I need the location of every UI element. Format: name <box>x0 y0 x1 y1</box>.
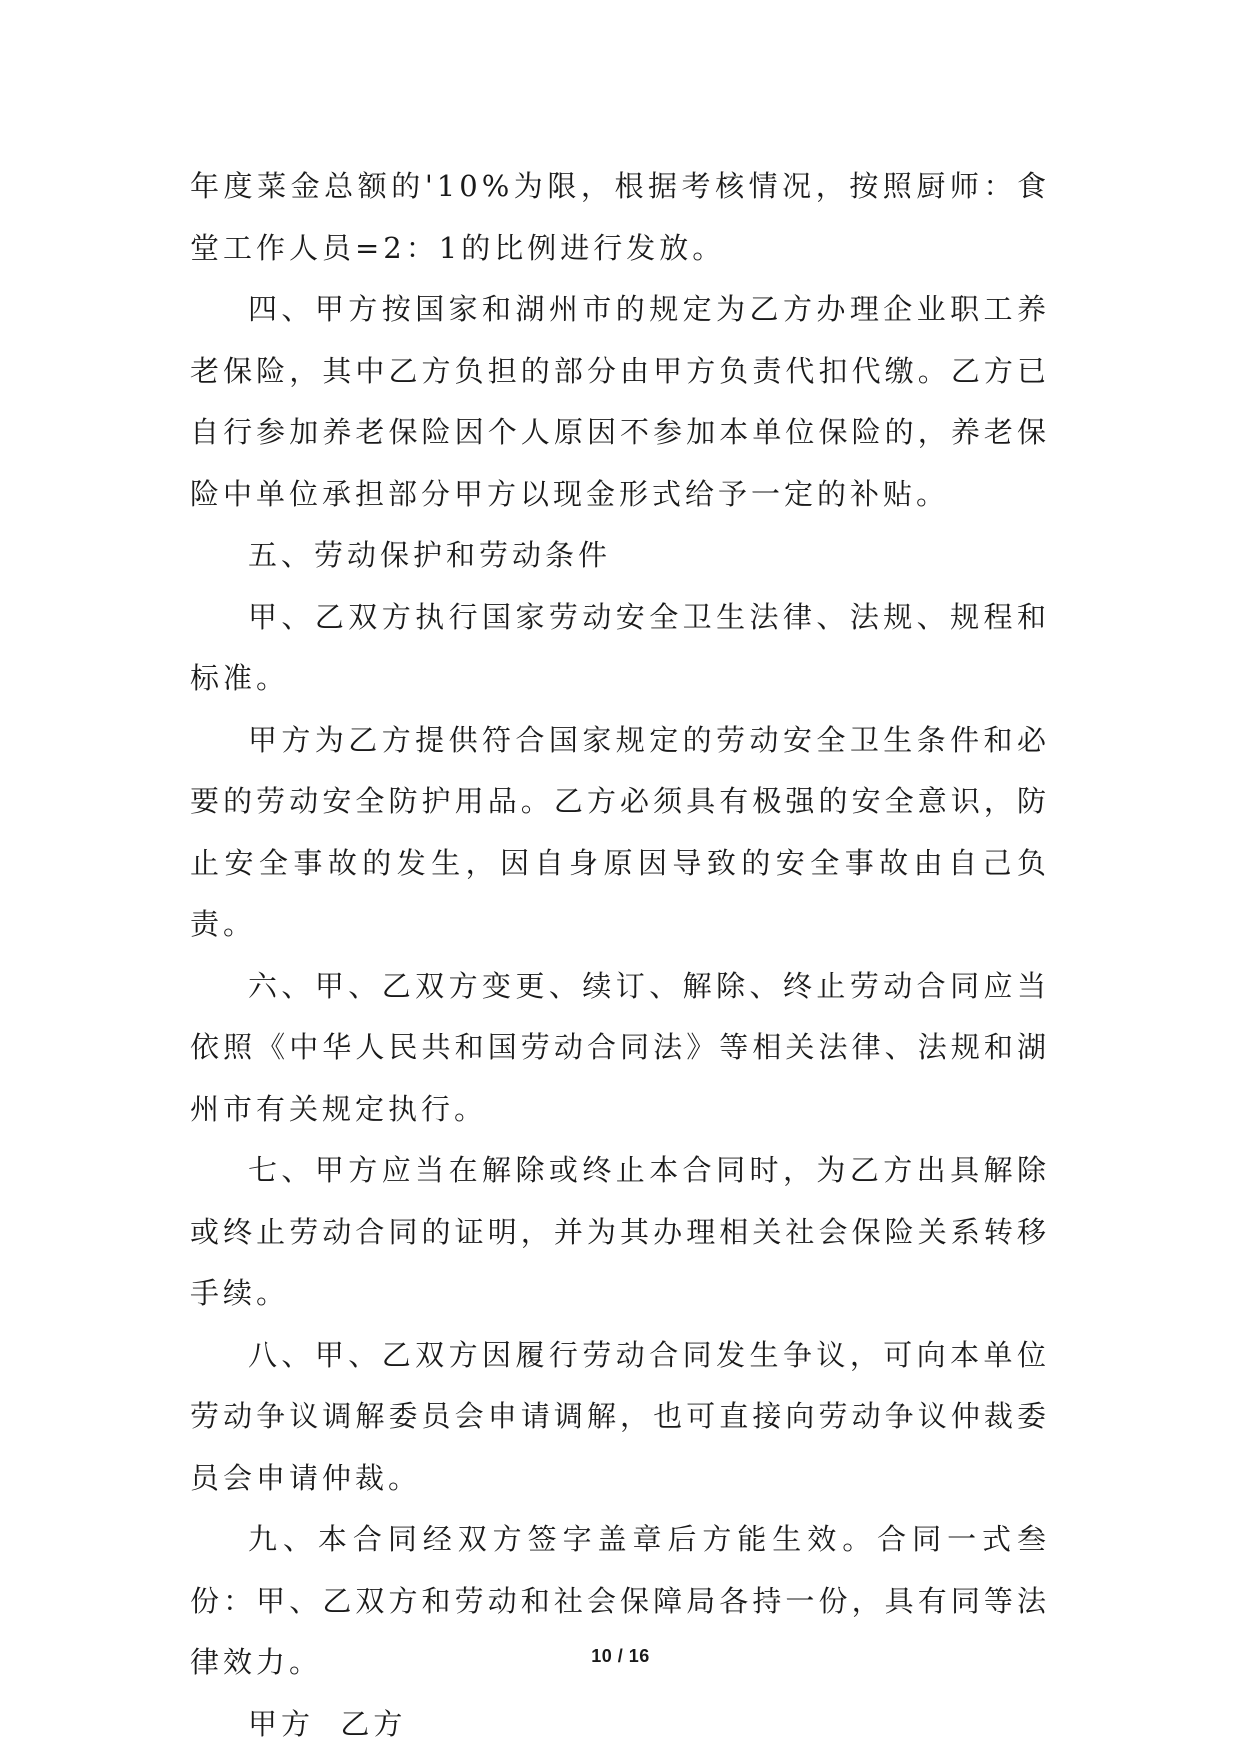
paragraph-section-5-heading: 五、劳动保护和劳动条件 <box>190 525 1050 587</box>
page-number: 10 / 16 <box>0 1646 1241 1667</box>
paragraph-safety-conditions: 甲方为乙方提供符合国家规定的劳动安全卫生条件和必要的劳动安全防护用品。乙方必须具有极强的安全意识，防止安全事故的发生，因自身原因导致的安全事故由自己负责。 <box>190 710 1050 956</box>
paragraph-section-6: 六、甲、乙双方变更、续订、解除、终止劳动合同应当依照《中华人民共和国劳动合同法》等相关法律、法规和湖州市有关规定执行。 <box>190 956 1050 1141</box>
paragraph-safety-law: 甲、乙双方执行国家劳动安全卫生法律、法规、规程和标准。 <box>190 587 1050 710</box>
paragraph-section-4: 四、甲方按国家和湖州市的规定为乙方办理企业职工养老保险，其中乙方负担的部分由甲方负责代扣代缴。乙方已自行参加养老保险因个人原因不参加本单位保险的，养老保险中单位承担部分甲方以现金形式给予一定的补贴。 <box>190 279 1050 525</box>
paragraph-section-8: 八、甲、乙双方因履行劳动合同发生争议，可向本单位劳动争议调解委员会申请调解，也可直接向劳动争议仲裁委员会申请仲裁。 <box>190 1325 1050 1510</box>
signature-line: 甲方 乙方 <box>190 1694 1050 1755</box>
paragraph-1: 年度菜金总额的'10%为限，根据考核情况，按照厨师：食堂工作人员=2：1的比例进行发放。 <box>190 156 1050 279</box>
document-body <box>190 156 1050 1755</box>
paragraph-section-9: 九、本合同经双方签字盖章后方能生效。合同一式叁份：甲、乙双方和劳动和社会保障局各持一份，具有同等法律效力。 <box>190 1509 1050 1694</box>
paragraph-section-7: 七、甲方应当在解除或终止本合同时，为乙方出具解除或终止劳动合同的证明，并为其办理相关社会保险关系转移手续。 <box>190 1140 1050 1325</box>
